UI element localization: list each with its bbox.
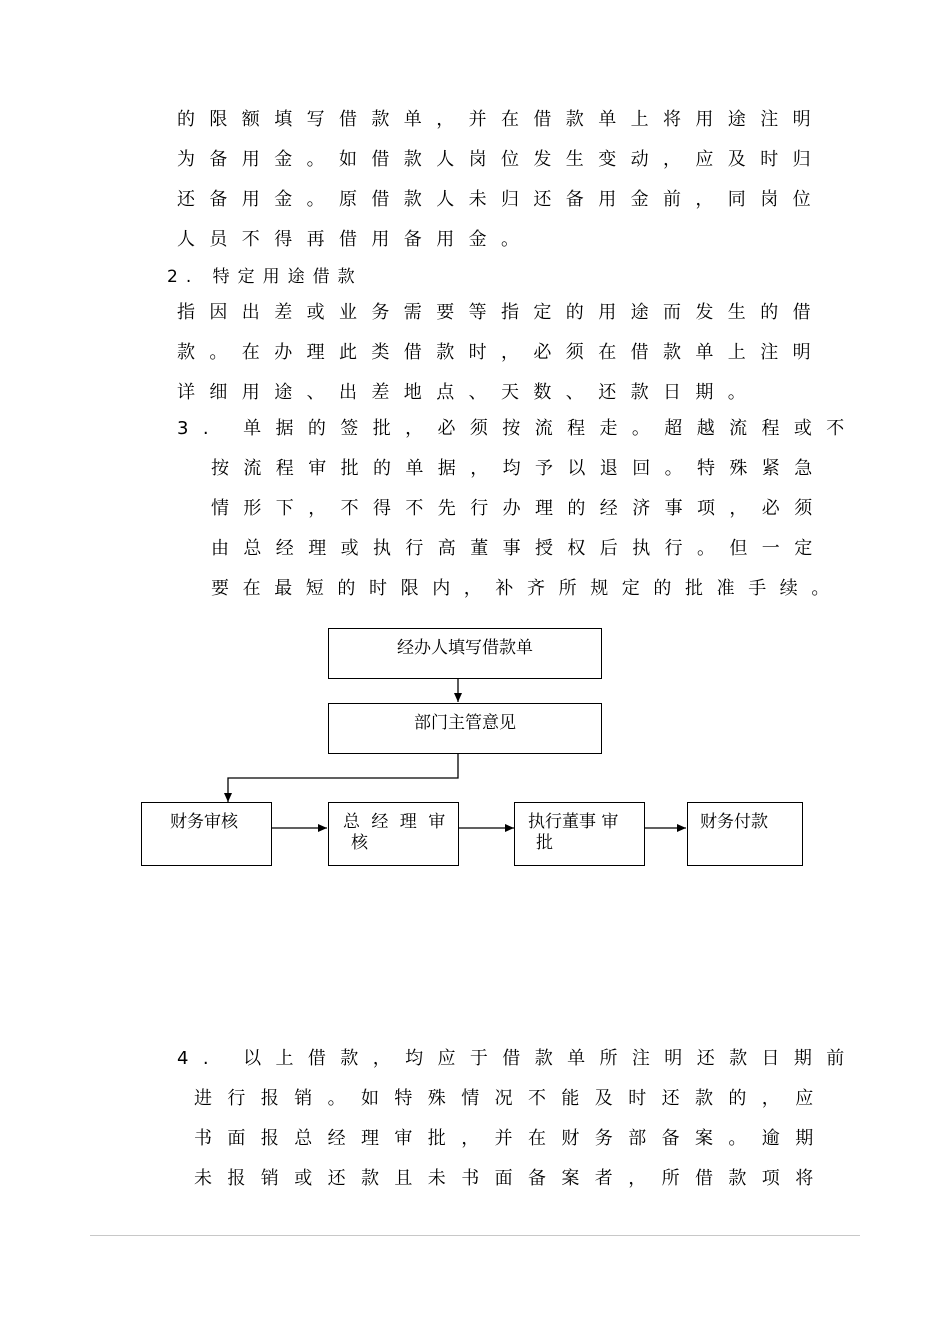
flow-step-fill-loan-form: [328, 628, 602, 679]
flow-step-label: 财务审核: [170, 812, 238, 832]
list-item-line: 要在最短的时限内，补齐所规定的批准手续。: [211, 578, 843, 599]
flow-step-label: 财务付款: [700, 812, 768, 832]
list-item-line: 进行报销。如特殊情况不能及时还款的，应: [194, 1088, 829, 1109]
list-item-line: 3. 单据的签批，必须按流程走。超越流程或不: [177, 418, 859, 439]
flow-step-label: 经办人填写借款单: [397, 638, 533, 658]
flow-step-label: 部门主管意见: [414, 713, 516, 733]
flow-step-exec-director-approval: [514, 802, 645, 866]
paragraph-line: 人员不得再借用备用金。: [177, 229, 534, 250]
list-item-line: 情形下，不得不先行办理的经济事项，必须: [211, 498, 827, 519]
paragraph-line: 详细用途、出差地点、天数、还款日期。: [177, 382, 761, 403]
list-item-line: 由总经理或执行高董事授权后执行。但一定: [211, 538, 827, 559]
paragraph-line: 款。在办理此类借款时，必须在借款单上注明: [177, 342, 825, 363]
paragraph-line: 为备用金。如借款人岗位发生变动，应及时归: [177, 149, 825, 170]
paragraph-line: 指因出差或业务需要等指定的用途而发生的借: [177, 302, 825, 323]
list-item-line: 按流程审批的单据，均予以退回。特殊紧急: [211, 458, 827, 479]
flow-step-label: 总 经 理 审: [343, 812, 449, 832]
section-heading: 2. 特定用途借款: [167, 267, 363, 287]
flow-step-gm-review: [328, 802, 459, 866]
arrow-step2-to-step3: [228, 754, 458, 802]
flow-step-finance-payment: [687, 802, 803, 866]
flow-step-dept-manager-opinion: [328, 703, 602, 754]
flow-step-finance-review: [141, 802, 272, 866]
list-item-line: 未报销或还款且未书面备案者，所借款项将: [194, 1168, 829, 1189]
paragraph-line: 还备用金。原借款人未归还备用金前，同岗位: [177, 189, 825, 210]
flow-step-label: 核: [351, 833, 368, 853]
flow-step-label: 批: [536, 833, 553, 853]
paragraph-line: 的限额填写借款单，并在借款单上将用途注明: [177, 109, 825, 130]
page-footer-rule: [90, 1235, 860, 1236]
flow-step-label: 执行董事 审: [528, 812, 619, 832]
list-item-line: 4. 以上借款，均应于借款单所注明还款日期前: [177, 1048, 859, 1069]
list-item-line: 书面报总经理审批，并在财务部备案。逾期: [194, 1128, 829, 1149]
